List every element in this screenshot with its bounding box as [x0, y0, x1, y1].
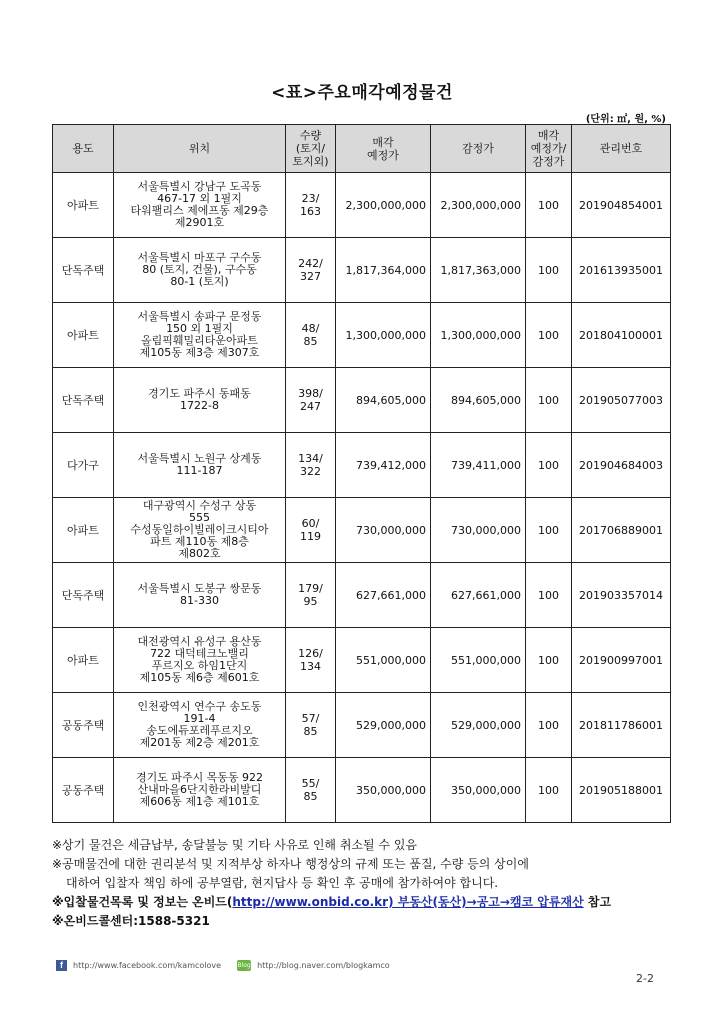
cell-use: 단독주택 [53, 368, 114, 433]
cell-ratio: 100 [526, 303, 572, 368]
cell-use: 공동주택 [53, 758, 114, 823]
header-location: 위치 [114, 125, 286, 173]
table-header-row [53, 125, 671, 173]
cell-sale-price: 894,605,000 [336, 368, 431, 433]
cell-appraisal: 627,661,000 [431, 563, 526, 628]
cell-ratio: 100 [526, 563, 572, 628]
cell-mgmt-number: 201905188001 [572, 758, 671, 823]
cell-location: 대구광역시 수성구 상동 555 수성동일하이빌레이크시티아 파트 제110동 제8층 제802호 [114, 498, 286, 563]
cell-sale-price: 730,000,000 [336, 498, 431, 563]
note-rights-analysis-cont: 대하여 입찰자 책임 하에 공부열람, 현지답사 등 확인 후 공매에 참가하여야 합니다. [66, 876, 499, 890]
cell-use: 아파트 [53, 498, 114, 563]
cell-use: 단독주택 [53, 563, 114, 628]
cell-ratio: 100 [526, 693, 572, 758]
cell-quantity: 179/ 95 [286, 563, 336, 628]
cell-mgmt-number: 201811786001 [572, 693, 671, 758]
note-cancellation: ※상기 물건은 세금납부, 송달불능 및 기타 사유로 인해 취소될 수 있음 [52, 838, 418, 852]
cell-sale-price: 1,300,000,000 [336, 303, 431, 368]
table-row [53, 303, 671, 368]
cell-quantity: 134/ 322 [286, 433, 336, 498]
cell-mgmt-number: 201804100001 [572, 303, 671, 368]
cell-quantity: 60/ 119 [286, 498, 336, 563]
cell-appraisal: 2,300,000,000 [431, 173, 526, 238]
cell-location: 서울특별시 강남구 도곡동 467-17 외 1필지 타워팰리스 제에프동 제29층 제2901호 [114, 173, 286, 238]
cell-sale-price: 1,817,364,000 [336, 238, 431, 303]
cell-ratio: 100 [526, 368, 572, 433]
cell-quantity: 242/ 327 [286, 238, 336, 303]
cell-use: 아파트 [53, 173, 114, 238]
table-row [53, 758, 671, 823]
cell-appraisal: 529,000,000 [431, 693, 526, 758]
table-row [53, 368, 671, 433]
header-appraisal: 감정가 [431, 125, 526, 173]
table-row [53, 563, 671, 628]
table-row [53, 693, 671, 758]
cell-location: 서울특별시 도봉구 쌍문동 81-330 [114, 563, 286, 628]
page-number: 2-2 [636, 972, 654, 985]
cell-use: 아파트 [53, 628, 114, 693]
header-quantity: 수량 (토지/ 토지외) [286, 125, 336, 173]
cell-sale-price: 739,412,000 [336, 433, 431, 498]
table-row [53, 173, 671, 238]
cell-sale-price: 551,000,000 [336, 628, 431, 693]
cell-mgmt-number: 201903357014 [572, 563, 671, 628]
cell-appraisal: 739,411,000 [431, 433, 526, 498]
cell-appraisal: 350,000,000 [431, 758, 526, 823]
cell-use: 공동주택 [53, 693, 114, 758]
cell-quantity: 48/ 85 [286, 303, 336, 368]
header-sale-price: 매각 예정가 [336, 125, 431, 173]
notes-section [52, 836, 682, 931]
cell-ratio: 100 [526, 238, 572, 303]
cell-mgmt-number: 201905077003 [572, 368, 671, 433]
cell-ratio: 100 [526, 173, 572, 238]
cell-appraisal: 551,000,000 [431, 628, 526, 693]
cell-quantity: 126/ 134 [286, 628, 336, 693]
cell-ratio: 100 [526, 628, 572, 693]
cell-sale-price: 2,300,000,000 [336, 173, 431, 238]
blog-url[interactable]: http://blog.naver.com/blogkamco [257, 961, 390, 970]
cell-appraisal: 1,300,000,000 [431, 303, 526, 368]
table-row [53, 498, 671, 563]
document-title: <표>주요매각예정물건 [271, 83, 453, 103]
cell-appraisal: 894,605,000 [431, 368, 526, 433]
cell-appraisal: 730,000,000 [431, 498, 526, 563]
cell-quantity: 23/ 163 [286, 173, 336, 238]
cell-location: 서울특별시 마포구 구수동 80 (토지, 건물), 구수동 80-1 (토지) [114, 238, 286, 303]
cell-use: 아파트 [53, 303, 114, 368]
cell-quantity: 398/ 247 [286, 368, 336, 433]
cell-appraisal: 1,817,363,000 [431, 238, 526, 303]
cell-mgmt-number: 201904684003 [572, 433, 671, 498]
header-use: 용도 [53, 125, 114, 173]
table-row [53, 433, 671, 498]
cell-sale-price: 529,000,000 [336, 693, 431, 758]
note-rights-analysis: ※공매물건에 대한 권리분석 및 지적부상 하자나 행정상의 규제 또는 품질, 수량 등의 상이에 [52, 857, 529, 871]
cell-location: 서울특별시 송파구 문정동 150 외 1필지 올림픽훼밀리타운아파트 제105동 제3층 제307호 [114, 303, 286, 368]
cell-location: 경기도 파주시 목동동 922 산내마을6단지한라비발디 제606동 제1층 제101호 [114, 758, 286, 823]
note-call-center: ※온비드콜센터:1588-5321 [52, 914, 210, 928]
cell-location: 대전광역시 유성구 용산동 722 대덕테크노밸리 푸르지오 하임1단지 제105동 제6층 제601호 [114, 628, 286, 693]
note-onbid-info: ※입찰물건목록 및 정보는 온비드(http://www.onbid.co.kr) 부동산(동산)→공고→캠코 압류재산 참고 [52, 895, 612, 909]
cell-sale-price: 350,000,000 [336, 758, 431, 823]
facebook-url[interactable]: http://www.facebook.com/kamcolove [73, 961, 222, 970]
cell-quantity: 57/ 85 [286, 693, 336, 758]
footer-links [56, 960, 390, 971]
table-row [53, 238, 671, 303]
cell-ratio: 100 [526, 433, 572, 498]
cell-ratio: 100 [526, 758, 572, 823]
cell-location: 경기도 파주시 동패동 1722-8 [114, 368, 286, 433]
cell-sale-price: 627,661,000 [336, 563, 431, 628]
onbid-path-link[interactable]: ) 부동산(동산)→공고→캠코 압류재산 [388, 895, 584, 909]
header-ratio: 매각 예정가/ 감정가 [526, 125, 572, 173]
cell-mgmt-number: 201904854001 [572, 173, 671, 238]
header-mgmt-number: 관리번호 [572, 125, 671, 173]
cell-mgmt-number: 201900997001 [572, 628, 671, 693]
blog-icon: Blog [237, 962, 251, 969]
cell-location: 서울특별시 노원구 상계동 111-187 [114, 433, 286, 498]
cell-mgmt-number: 201706889001 [572, 498, 671, 563]
facebook-icon: f [56, 960, 67, 971]
cell-use: 다가구 [53, 433, 114, 498]
property-table [52, 124, 671, 823]
cell-ratio: 100 [526, 498, 572, 563]
unit-note: (단위: ㎡, 원, %) [585, 114, 666, 125]
cell-use: 단독주택 [53, 238, 114, 303]
cell-location: 인천광역시 연수구 송도동 191-4 송도에듀포레푸르지오 제201동 제2층 제201호 [114, 693, 286, 758]
cell-quantity: 55/ 85 [286, 758, 336, 823]
table-row [53, 628, 671, 693]
cell-mgmt-number: 201613935001 [572, 238, 671, 303]
onbid-link[interactable]: http://www.onbid.co.kr [232, 895, 389, 909]
